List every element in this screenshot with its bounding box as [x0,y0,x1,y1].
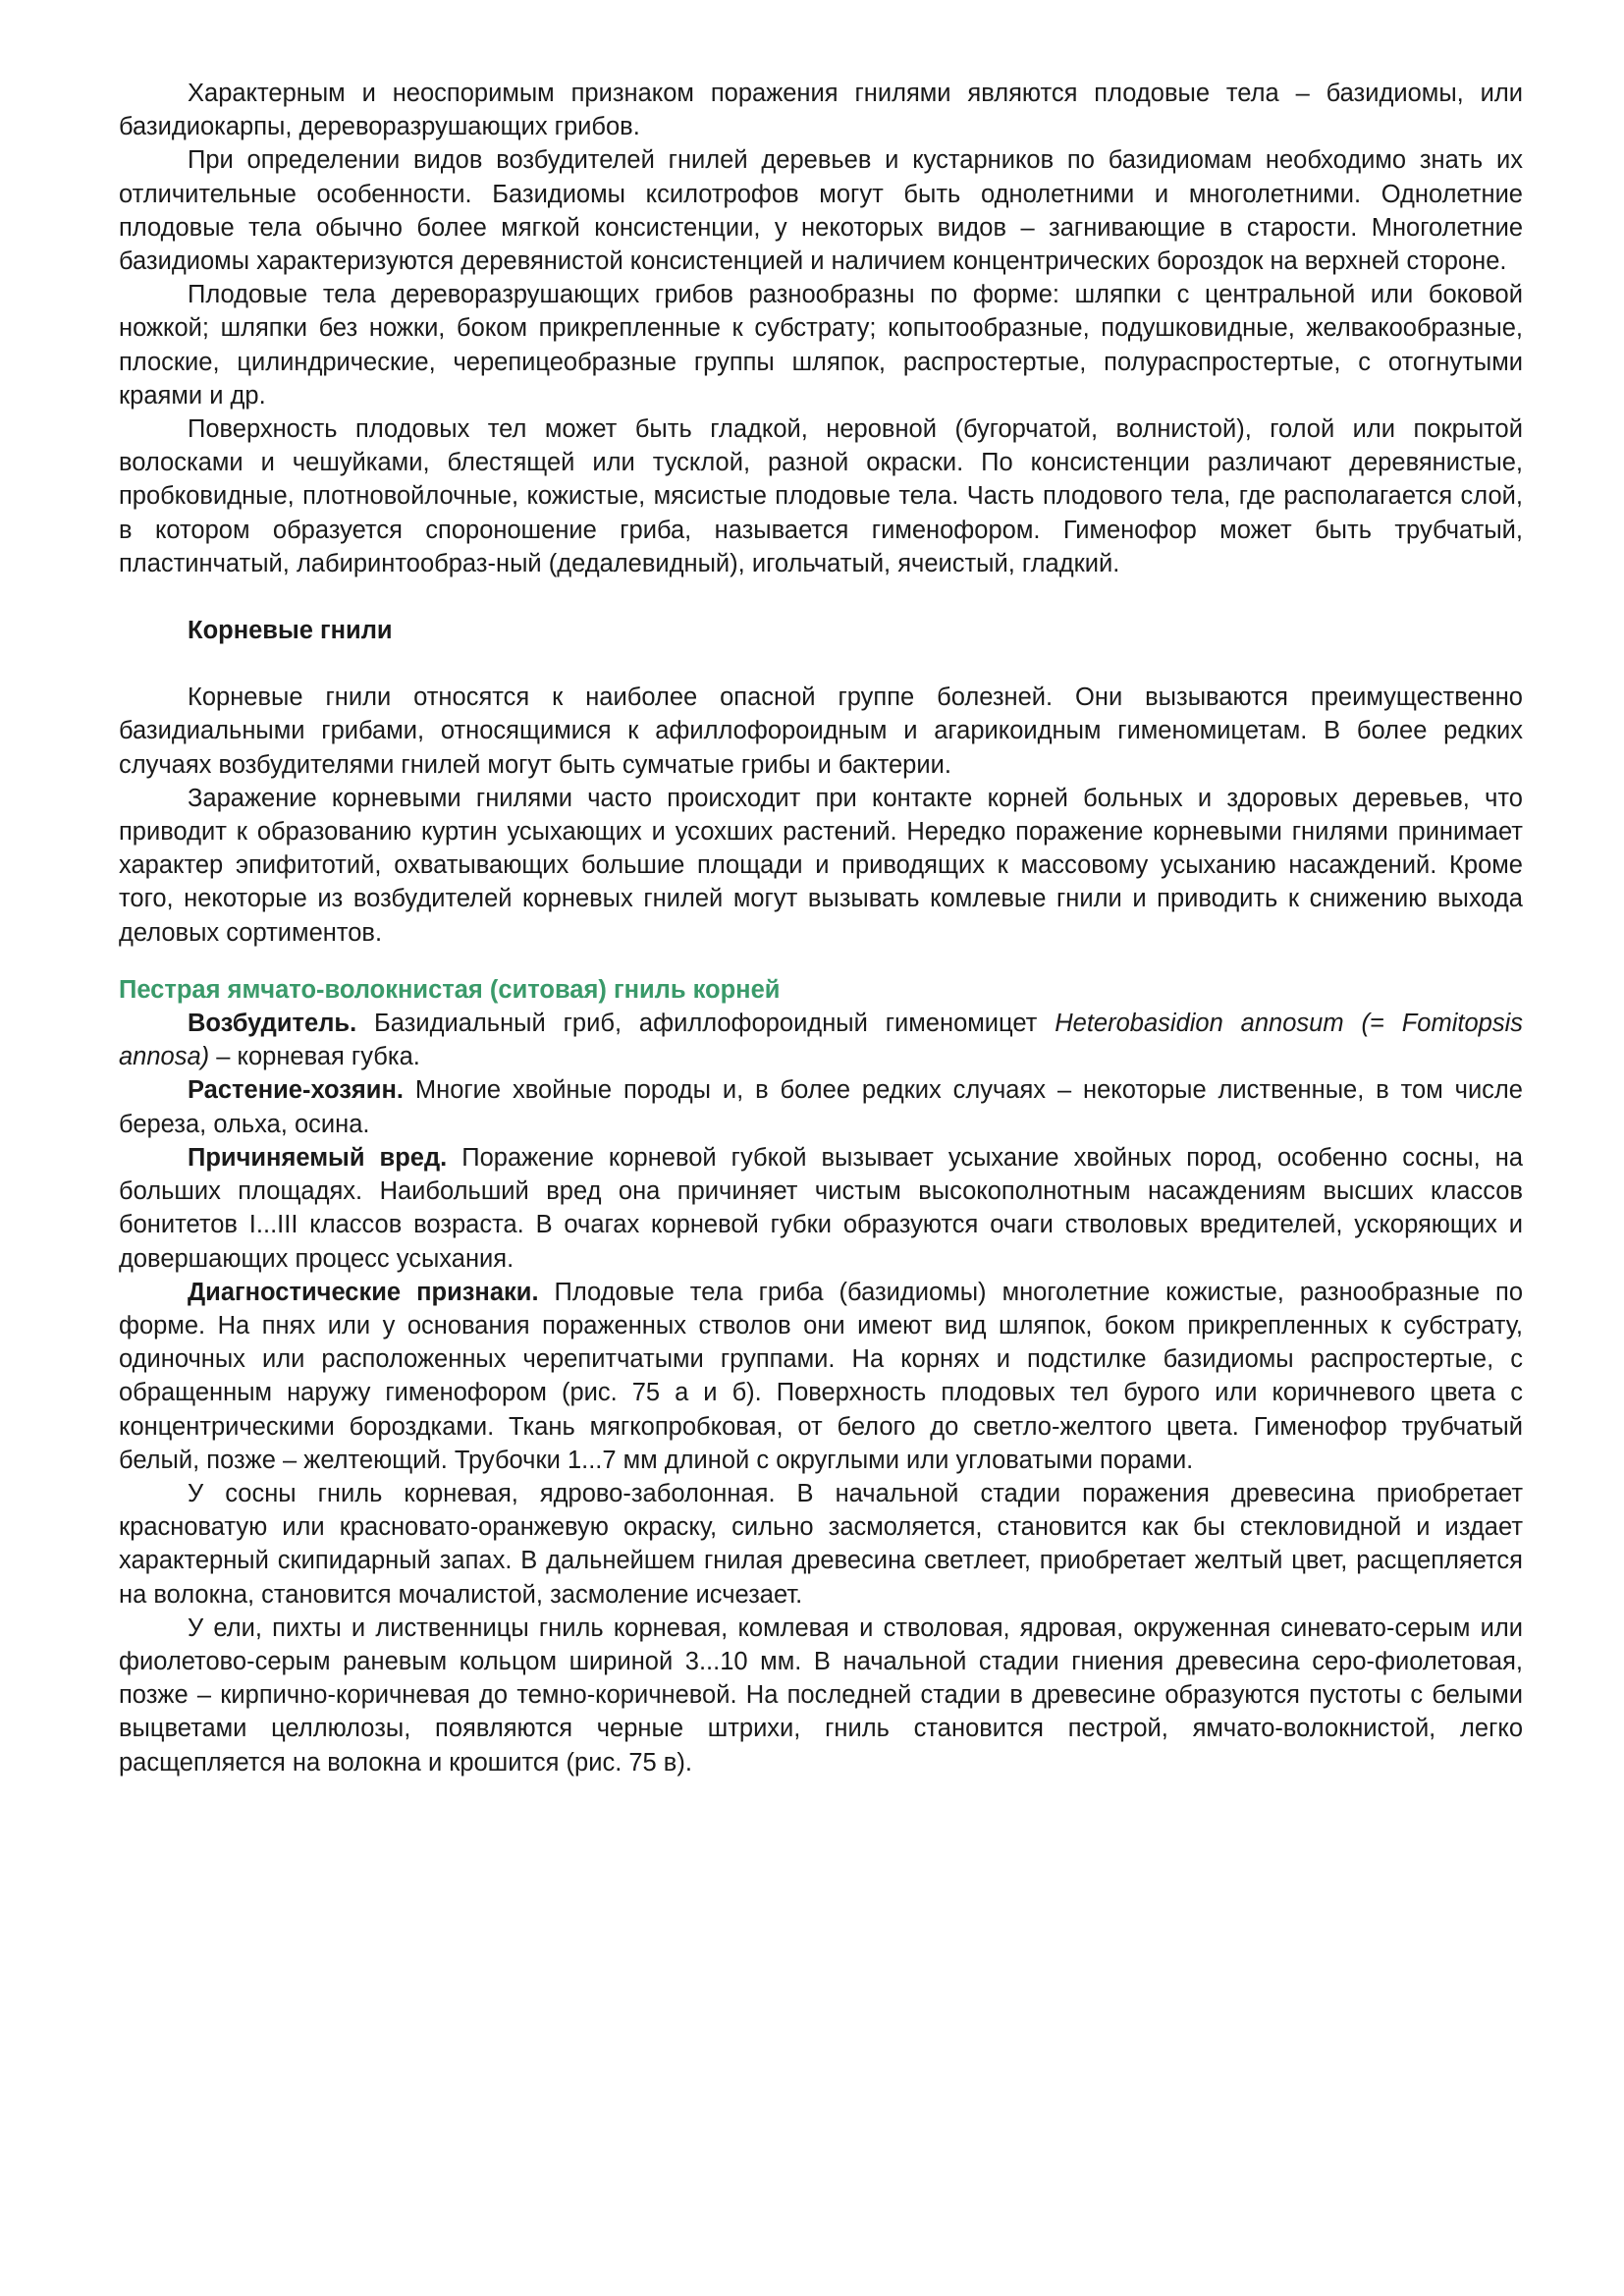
intro-paragraph-4: Поверхность плодовых тел может быть гладкой, неровной (бугорчатой, волнистой), голой или покрытой волосками и чешуйками, блестящей или тусклой, разной окраски. По консистенции различают деревянистые, пробковидные, плотновойлочные, кожистые, мясистые плодовые тела. Часть плодового тела, где располагается слой, в котором образуется спороношение гриба, называется гименофором. Гименофор может быть трубчатый, пластинчатый, лабиринтообраз-ный (дедалевидный), игольчатый, ячеистый, гладкий. [119,415,1523,577]
harm-paragraph [119,1141,1523,1276]
harm-label: Причиняемый вред. [188,1143,448,1172]
intro-paragraph-2: При определении видов возбудителей гнилей деревьев и кустарников по базидиомам необходимо знать их отличительные особенности. Базидиомы ксилотрофов могут быть однолетними и многолетними. Однолетние плодовые тела обычно более мягкой консистенции, у некоторых видов – загнивающие в старости. Многолетние базидиомы характеризуются деревянистой консистенцией и наличием концентрических бороздок на верхней стороне. [119,146,1523,276]
spacer [119,647,1523,681]
diagnostic-paragraph [119,1276,1523,1477]
host-paragraph [119,1073,1523,1140]
intro-paragraph-3: Плодовые тела дереворазрушающих грибов разнообразны по форме: шляпки с центральной или боковой ножкой; шляпки без ножки, боком прикрепленные к субстрату; копытообразные, подушковидные, желвакообразные, плоские, цилиндрические, черепицеобразные группы шляпок, распростертые, полураспростертые, с отогнутыми краями и др. [119,281,1523,410]
diagnostic-label: Диагностические признаки. [188,1278,539,1306]
spacer [119,580,1523,614]
host-label: Растение-хозяин. [188,1076,404,1105]
harm-text: Поражение корневой губкой вызывает усыхание хвойных пород, особенно сосны, на больших площадях. Наибольший вред она причиняет чистым высокополнотным насаждениям высших классов бонитетов I...III классов возраста. В очагах корневой губки образуются очаги стволовых вредителей, ускоряющих и довершающих процесс усыхания. [119,1143,1523,1273]
spruce-paragraph: У ели, пихты и лиственницы гниль корневая, комлевая и стволовая, ядровая, окруженная синевато-серым или фиолетово-серым раневым кольцом шириной 3...10 мм. В начальной стадии гниения древесина серо-фиолетовая, позже – кирпично-коричневая до темно-коричневой. На последней стадии в древесине образуются пустоты с белыми выцветами целлюлозы, появляются черные штрихи, гниль становится пестрой, ямчато-волокнистой, легко расщепляется на волокна и крошится (рис. 75 в). [119,1613,1523,1777]
subsection-title-variegated-rot: Пестрая ямчато-волокнистая (ситовая) гниль корней [119,975,781,1004]
pathogen-paragraph [119,1007,1523,1073]
document-page [119,77,1523,1779]
pathogen-text-b: – корневая губка. [209,1043,420,1071]
pine-paragraph: У сосны гниль корневая, ядрово-заболонная. В начальной стадии поражения древесина приобретает красноватую или красновато-оранжевую окраску, сильно засмоляется, становится как бы стекловидной и издает характерный скипидарный запах. В дальнейшем гнилая древесина светлеет, приобретает желтый цвет, расщепляется на волокна, становится мочалистой, засмоление исчезает. [119,1479,1523,1609]
spacer [119,950,1523,973]
pathogen-label: Возбудитель. [188,1010,357,1038]
root-rots-paragraph-1: Корневые гнили относятся к наиболее опасной группе болезней. Они вызываются преимущественно базидиальными грибами, относящимися к афиллофороидным и агарикоидным гименомицетам. В более редких случаях возбудителями гнилей могут быть сумчатые грибы и бактерии. [119,683,1523,779]
pathogen-latin-name: Heterobasidion annosum (= Fomitopsis annosa) [119,1010,1523,1071]
section-heading-root-rots: Корневые гнили [188,617,393,645]
pathogen-text-a: Базидиальный гриб, афиллофороидный гименомицет [356,1010,1056,1038]
host-text: Многие хвойные породы и, в более редких случаях – некоторые лиственные, в том числе береза, ольха, осина. [119,1076,1523,1138]
root-rots-paragraph-2: Заражение корневыми гнилями часто происходит при контакте корней больных и здоровых деревьев, что приводит к образованию куртин усыхающих и усохших растений. Нередко поражение корневыми гнилями принимает характер эпифитотий, охватывающих большие площади и приводящих к массовому усыханию насаждений. Кроме того, некоторые из возбудителей корневых гнилей могут вызывать комлевые гнили и приводить к снижению выхода деловых сортиментов. [119,784,1523,947]
diagnostic-text: Плодовые тела гриба (базидиомы) многолетние кожистые, разнообразные по форме. На пнях или у основания пораженных стволов они имеют вид шляпок, боком прикрепленных к субстрату, одиночных или расположенных черепитчатыми группами. На корнях и подстилке базидиомы распростертые, с обращенным наружу гименофором (рис. 75 а и б). Поверхность плодовых тел бурого или коричневого цвета с концентрическими бороздками. Ткань мягкопробковая, от белого до светло-желтого цвета. Гименофор трубчатый белый, позже – желтеющий. Трубочки 1...7 мм длиной с округлыми или угловатыми порами. [119,1278,1524,1474]
intro-paragraph-1: Характерным и неоспоримым признаком поражения гнилями являются плодовые тела – базидиомы, или базидиокарпы, дереворазрушающих грибов. [119,80,1523,141]
